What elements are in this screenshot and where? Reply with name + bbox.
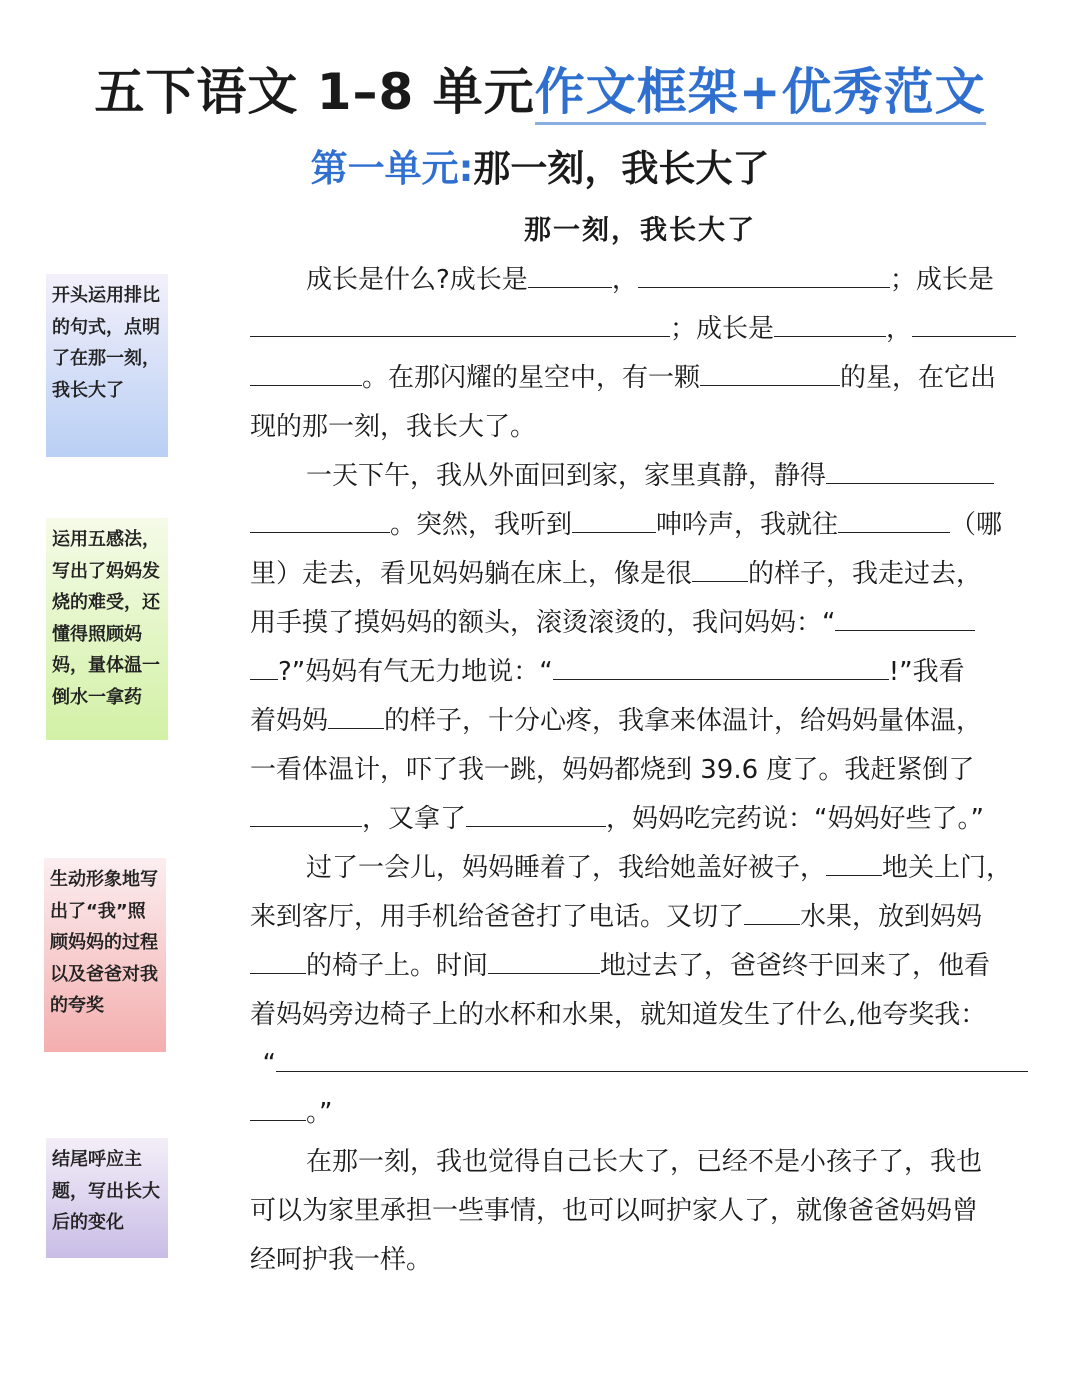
title-plain: 五下语文 1–8 单元 [94,63,535,121]
annotation-note: 开头运用排比的句式，点明了在那一刻，我长大了 [46,274,168,457]
fill-blank[interactable] [700,361,840,386]
annotation-note: 生动形象地写出了“我”照顾妈妈的过程以及爸爸对我的夸奖 [44,858,166,1052]
text-line [250,1089,1030,1138]
text-line [250,1040,1030,1089]
fill-blank[interactable] [826,459,994,484]
text-line [250,893,1030,942]
fill-blank[interactable] [835,606,975,631]
fill-blank[interactable] [912,312,1016,337]
text-line: 一看体温计，吓了我一跳，妈妈都烧到 39.6 度了。我赶紧倒了 [250,755,975,785]
text-run: !”我看 [888,657,965,687]
text-run: ；成长是 [889,265,994,295]
fill-blank[interactable] [692,557,748,582]
text-line [250,305,1030,354]
fill-blank[interactable] [276,1047,1028,1072]
text-line [250,256,1030,305]
text-line [250,844,1030,893]
fill-blank[interactable] [250,361,362,386]
text-run: 的样子，十分心疼，我拿来体温计，给妈妈量体温， [384,706,983,736]
text-run: 过了一会儿，妈妈睡着了，我给她盖好被子， [306,853,827,883]
text-line: 在那一刻，我也觉得自己长大了，已经不是小孩子了，我也 [306,1147,983,1177]
text-run: ， [886,314,913,344]
text-run: 里）走去，看见妈妈躺在床上，像是很 [250,559,693,589]
text-run: 水果，放到妈妈 [800,902,983,932]
text-line [250,599,1030,648]
text-line [250,452,1030,501]
essay-title: 那一刻，我长大了 [524,215,756,246]
text-line [250,795,1030,844]
fill-blank[interactable] [250,655,278,680]
text-line [250,648,1030,697]
text-run: 成长是什么?成长是 [306,265,528,295]
text-run: 呻吟声，我就往 [656,510,839,540]
annotation-note: 结尾呼应主题，写出长大后的变化 [46,1138,168,1258]
fill-blank[interactable] [838,508,950,533]
title-highlight: 作文框架+优秀范文 [535,63,986,125]
fill-blank[interactable] [250,802,362,827]
text-run: ，又拿了 [362,804,467,834]
fill-blank[interactable] [250,312,670,337]
fill-blank[interactable] [488,949,600,974]
text-run: 。” [306,1098,333,1128]
text-line [250,697,1030,746]
text-line: 经呵护我一样。 [250,1245,433,1275]
text-run: ，妈妈吃完药说：“妈妈好些了。” [606,804,984,834]
fill-blank[interactable] [328,704,384,729]
text-run: 。在那闪耀的星空中，有一颗 [362,363,701,393]
text-run: 地过去了，爸爸终于回来了，他看 [600,951,991,981]
annotation-note: 运用五感法，写出了妈妈发烧的难受，还懂得照顾妈妈，量体温一倒水一拿药 [46,518,168,740]
unit-label: 第一单元: [310,147,474,190]
fill-blank[interactable] [638,263,890,288]
essay-body [250,256,1030,1285]
text-line [250,501,1030,550]
unit-heading [0,138,1080,192]
text-run: 。突然，我听到 [390,510,573,540]
fill-blank[interactable] [250,1096,306,1121]
fill-blank[interactable] [572,508,656,533]
text-run: ；成长是 [670,314,775,344]
text-run: ， [611,265,638,295]
text-run: “ [262,1049,276,1079]
fill-blank[interactable] [528,263,612,288]
fill-blank[interactable] [553,655,889,680]
text-run: 着妈妈 [250,706,329,736]
text-run: 的星，在它出 [840,363,997,393]
text-run: ?”妈妈有气无力地说：“ [278,657,553,687]
fill-blank[interactable] [250,508,390,533]
unit-topic: 那一刻，我长大了 [473,147,770,190]
text-run: 的椅子上。时间 [306,951,489,981]
page-title [0,52,1080,124]
fill-blank[interactable] [466,802,606,827]
text-line: 现的那一刻，我长大了。 [250,412,537,442]
text-line: 着妈妈旁边椅子上的水杯和水果，就知道发生了什么,他夸奖我： [250,1000,987,1030]
text-run: 一天下午，我从外面回到家，家里真静，静得 [306,461,827,491]
text-run: 用手摸了摸妈妈的额头，滚烫滚烫的，我问妈妈：“ [250,608,836,638]
text-run: 的样子，我走过去， [748,559,983,589]
text-line [250,550,1030,599]
fill-blank[interactable] [826,851,882,876]
text-run: 来到客厅，用手机给爸爸打了电话。又切了 [250,902,745,932]
text-line [250,942,1030,991]
text-run: 地关上门， [882,853,1013,883]
fill-blank[interactable] [774,312,886,337]
text-line [250,354,1030,403]
text-run: （哪 [950,510,1003,540]
text-line: 可以为家里承担一些事情，也可以呵护家人了，就像爸爸妈妈曾 [250,1196,979,1226]
fill-blank[interactable] [250,949,306,974]
fill-blank[interactable] [744,900,800,925]
